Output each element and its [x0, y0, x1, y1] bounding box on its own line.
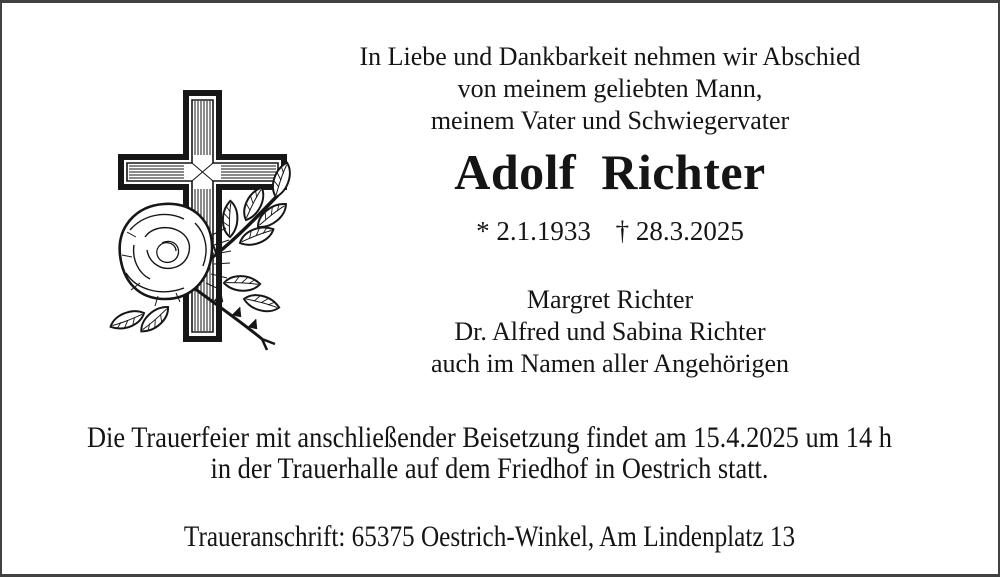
cross-and-rose-icon	[110, 87, 300, 349]
notice-text-block	[320, 41, 900, 380]
mourning-address: Traueranschrift: 65375 Oestrich-Winkel, Am Lindenplatz 13	[183, 520, 796, 553]
mourner-line: auch im Namen aller Angehörigen	[430, 349, 790, 378]
mourner-line: Margret Richter	[526, 285, 694, 314]
funeral-info-line: in der Trauerhalle auf dem Friedhof in Oestrich statt.	[210, 452, 769, 485]
deceased-name: Adolf Richter	[454, 144, 766, 200]
intro-line: von meinem geliebten Mann,	[457, 74, 763, 103]
funeral-info-line: Die Trauerfeier mit anschließender Beisetzung findet am 15.4.2025 um 14 h	[86, 421, 893, 454]
life-dates	[320, 214, 900, 248]
funeral-info-block	[2, 422, 977, 552]
intro-line: In Liebe und Dankbarkeit nehmen wir Abschied	[359, 42, 861, 71]
intro-line: meinem Vater und Schwiegervater	[430, 106, 790, 135]
mourner-line: Dr. Alfred und Sabina Richter	[454, 317, 766, 346]
mourners-block	[320, 284, 900, 380]
birth-date: * 2.1.1933	[476, 216, 591, 246]
death-date: † 28.3.2025	[615, 216, 744, 246]
